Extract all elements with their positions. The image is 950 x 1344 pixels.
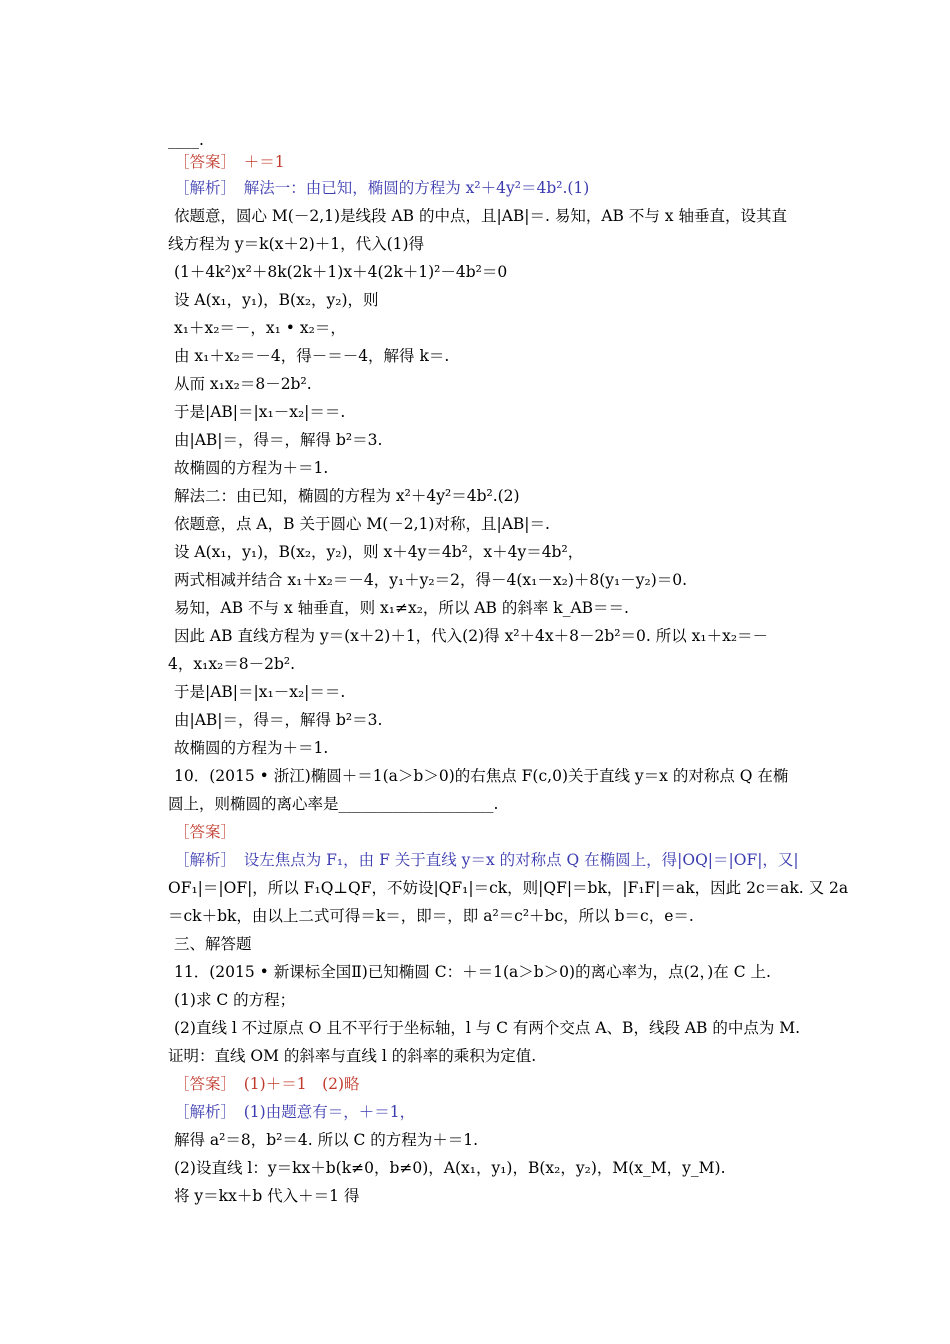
answer-line: ［答案］ (174, 823, 237, 841)
text-line: 圆上，则椭圆的离心率是____________________. (168, 795, 499, 813)
question-11-line: 11．(2015 • 新课标全国Ⅱ)已知椭圆 C：＋＝1(a＞b＞0)的离心率为，点(2，)在 C 上. (174, 963, 771, 981)
text-line: OF₁|＝|OF|，所以 F₁Q⊥QF，不妨设|QF₁|＝ck，则|QF|＝bk，|F₁F|＝ak，因此 2c＝ak. 又 2a (168, 879, 849, 897)
analysis-line: ［解析］ (1)由题意有＝，＋＝1， (174, 1103, 416, 1121)
text-line: 证明：直线 OM 的斜率与直线 l 的斜率的乘积为定值. (168, 1047, 537, 1065)
answer-line: ［答案］ ＋＝1 (174, 153, 285, 171)
text-line: 易知，AB 不与 x 轴垂直，则 x₁≠x₂，所以 AB 的斜率 k_AB＝＝. (174, 599, 629, 617)
text-line: 将 y＝kx＋b 代入＋＝1 得 (174, 1187, 360, 1205)
question-10-line: 10．(2015 • 浙江)椭圆＋＝1(a＞b＞0)的右焦点 F(c,0)关于直线 y＝x 的对称点 Q 在椭 (174, 767, 789, 785)
text-line: 故椭圆的方程为＋＝1. (174, 459, 329, 477)
equation-line: (1＋4k²)x²＋8k(2k＋1)x＋4(2k＋1)²－4b²＝0 (174, 263, 508, 281)
text-line: 由 x₁＋x₂＝－4，得－＝－4，解得 k＝. (174, 347, 450, 365)
text-line: (1)求 C 的方程； (174, 991, 296, 1009)
text-line: 线方程为 y＝k(x＋2)＋1，代入(1)得 (168, 235, 425, 253)
text-line: x₁＋x₂＝－，x₁ • x₂＝， (174, 319, 346, 337)
text-line: 于是|AB|＝|x₁－x₂|＝＝. (174, 683, 346, 701)
text-line: ＝ck＋bk，由以上二式可得＝k＝，即＝，即 a²＝c²＋bc，所以 b＝c，e＝. (168, 907, 694, 925)
text-line: 于是|AB|＝|x₁－x₂|＝＝. (174, 403, 346, 421)
text-line: 依题意，圆心 M(－2,1)是线段 AB 的中点，且|AB|＝. 易知，AB 不与 x 轴垂直，设其直 (174, 207, 787, 225)
text-line: ____. (168, 131, 204, 149)
analysis-line: ［解析］ 设左焦点为 F₁，由 F 关于直线 y＝x 的对称点 Q 在椭圆上，得|OQ|＝|OF|，又| (174, 851, 799, 869)
answer-line: ［答案］ (1)＋＝1 (2)略 (174, 1075, 360, 1093)
text-line: 解得 a²＝8，b²＝4. 所以 C 的方程为＋＝1. (174, 1131, 479, 1149)
text-line: 4，x₁x₂＝8－2b². (168, 655, 296, 673)
section-heading: 三、解答题 (174, 935, 252, 953)
text-line: (2)设直线 l：y＝kx＋b(k≠0，b≠0)，A(x₁，y₁)，B(x₂，y₂)，M(x_M，y_M). (174, 1159, 726, 1177)
text-line: 设 A(x₁，y₁)，B(x₂，y₂)，则 (174, 291, 379, 309)
analysis-line: ［解析］ 解法一：由已知，椭圆的方程为 x²＋4y²＝4b².(1) (174, 179, 590, 197)
text-line: 由|AB|＝，得＝，解得 b²＝3. (174, 711, 383, 729)
text-line: 故椭圆的方程为＋＝1. (174, 739, 329, 757)
text-line: 从而 x₁x₂＝8－2b². (174, 375, 312, 393)
text-line: 两式相减并结合 x₁＋x₂＝－4，y₁＋y₂＝2，得－4(x₁－x₂)＋8(y₁－y₂)＝0. (174, 571, 688, 589)
text-line: 因此 AB 直线方程为 y＝(x＋2)＋1，代入(2)得 x²＋4x＋8－2b²＝0. 所以 x₁＋x₂＝－ (174, 627, 769, 645)
text-line: 由|AB|＝，得＝，解得 b²＝3. (174, 431, 383, 449)
text-line: (2)直线 l 不过原点 O 且不平行于坐标轴，l 与 C 有两个交点 A、B，线段 AB 的中点为 M. (174, 1019, 801, 1037)
text-line: 依题意，点 A，B 关于圆心 M(－2,1)对称，且|AB|＝. (174, 515, 550, 533)
text-line: 解法二：由已知，椭圆的方程为 x²＋4y²＝4b².(2) (174, 487, 520, 505)
text-line: 设 A(x₁，y₁)，B(x₂，y₂)，则 x＋4y＝4b²，x＋4y＝4b²， (174, 543, 584, 561)
